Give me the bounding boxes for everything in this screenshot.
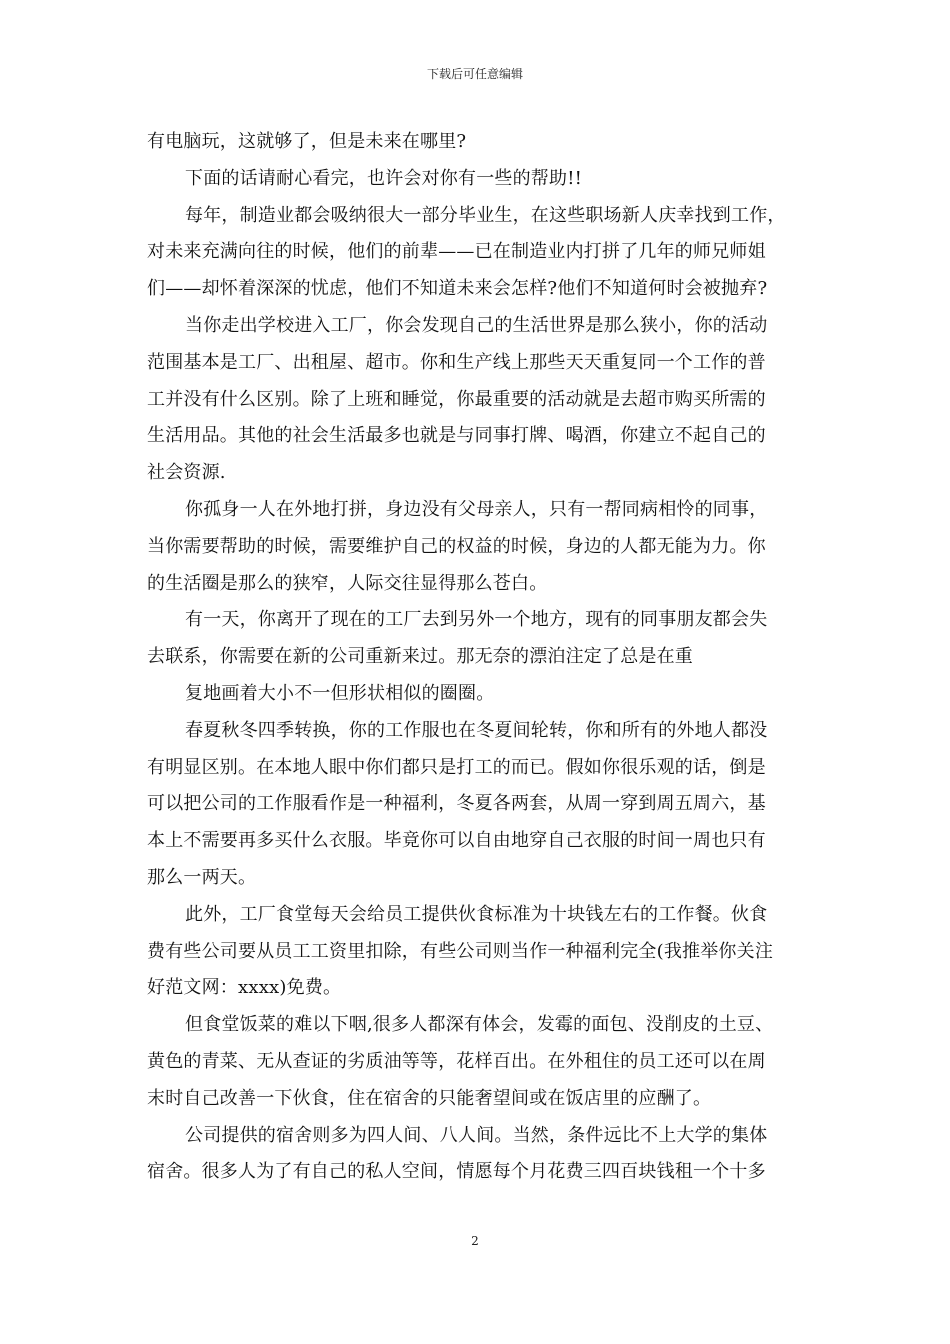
text-line: 春夏秋冬四季转换，你的工作服也在冬夏间轮转，你和所有的外地人都没: [185, 719, 768, 741]
text-line: 下面的话请耐心看完，也许会对你有一些的帮助!!: [185, 167, 583, 189]
page-number: 2: [471, 1234, 479, 1248]
text-line: 你孤身一人在外地打拼，身边没有父母亲人，只有一帮同病相怜的同事，: [185, 498, 768, 520]
text-line: 社会资源.: [147, 462, 226, 484]
text-line: 们——却怀着深深的忧虑，他们不知道未来会怎样?他们不知道何时会被抛弃?: [147, 278, 768, 300]
document-body: [147, 124, 807, 1191]
text-line: 公司提供的宿舍则多为四人间、八人间。当然，条件远比不上大学的集体: [185, 1124, 768, 1146]
text-line: 有明显区别。在本地人眼中你们都只是打工的而已。假如你很乐观的话，倒是: [147, 756, 766, 778]
text-line: 范围基本是工厂、出租屋、超市。你和生产线上那些天天重复同一个工作的普: [147, 351, 766, 373]
text-line: 但食堂饭菜的难以下咽,很多人都深有体会，发霉的面包、没削皮的土豆、: [185, 1014, 774, 1036]
text-line: 有一天，你离开了现在的工厂去到另外一个地方，现有的同事朋友都会失: [185, 609, 768, 631]
text-line: 那么一两天。: [147, 866, 257, 888]
text-line: 当你走出学校进入工厂，你会发现自己的生活世界是那么狭小，你的活动: [185, 314, 768, 336]
text-line: 可以把公司的工作服看作是一种福利，冬夏各两套，从周一穿到周五周六，基: [147, 793, 766, 815]
text-line: 费有些公司要从员工工资里扣除，有些公司则当作一种福利完全(我推举你关注: [147, 940, 774, 962]
text-line: 好范文网：xxxx)免费。: [147, 977, 342, 999]
text-line: 黄色的青菜、无从查证的劣质油等等，花样百出。在外租住的员工还可以在周: [147, 1050, 766, 1072]
text-line: 当你需要帮助的时候，需要维护自己的权益的时候，身边的人都无能为力。你: [147, 535, 766, 557]
page-header: 下载后可任意编辑: [426, 67, 523, 81]
text-line: 有电脑玩，这就够了，但是未来在哪里?: [147, 131, 467, 152]
text-line: 去联系，你需要在新的公司重新来过。那无奈的漂泊注定了总是在重: [147, 646, 693, 668]
text-line: 末时自己改善一下伙食，住在宿舍的只能奢望间或在饭店里的应酬了。: [147, 1087, 712, 1109]
text-line: 复地画着大小不一但形状相似的圈圈。: [185, 682, 495, 704]
text-line: 的生活圈是那么的狭窄，人际交往显得那么苍白。: [147, 572, 548, 594]
text-line: 对未来充满向往的时候，他们的前辈——已在制造业内打拼了几年的师兄师姐: [147, 241, 766, 263]
text-line: 生活用品。其他的社会生活最多也就是与同事打牌、喝酒，你建立不起自己的: [147, 425, 766, 447]
text-line: 每年，制造业都会吸纳很大一部分毕业生，在这些职场新人庆幸找到工作，: [185, 204, 786, 226]
text-line: 工并没有什么区别。除了上班和睡觉，你最重要的活动就是去超市购买所需的: [147, 388, 766, 410]
text-line: 宿舍。很多人为了有自己的私人空间，情愿每个月花费三四百块钱租一个十多: [147, 1161, 766, 1183]
text-line: 本上不需要再多买什么衣服。毕竟你可以自由地穿自己衣服的时间一周也只有: [147, 830, 766, 852]
text-line: 此外，工厂食堂每天会给员工提供伙食标准为十块钱左右的工作餐。伙食: [185, 903, 768, 925]
